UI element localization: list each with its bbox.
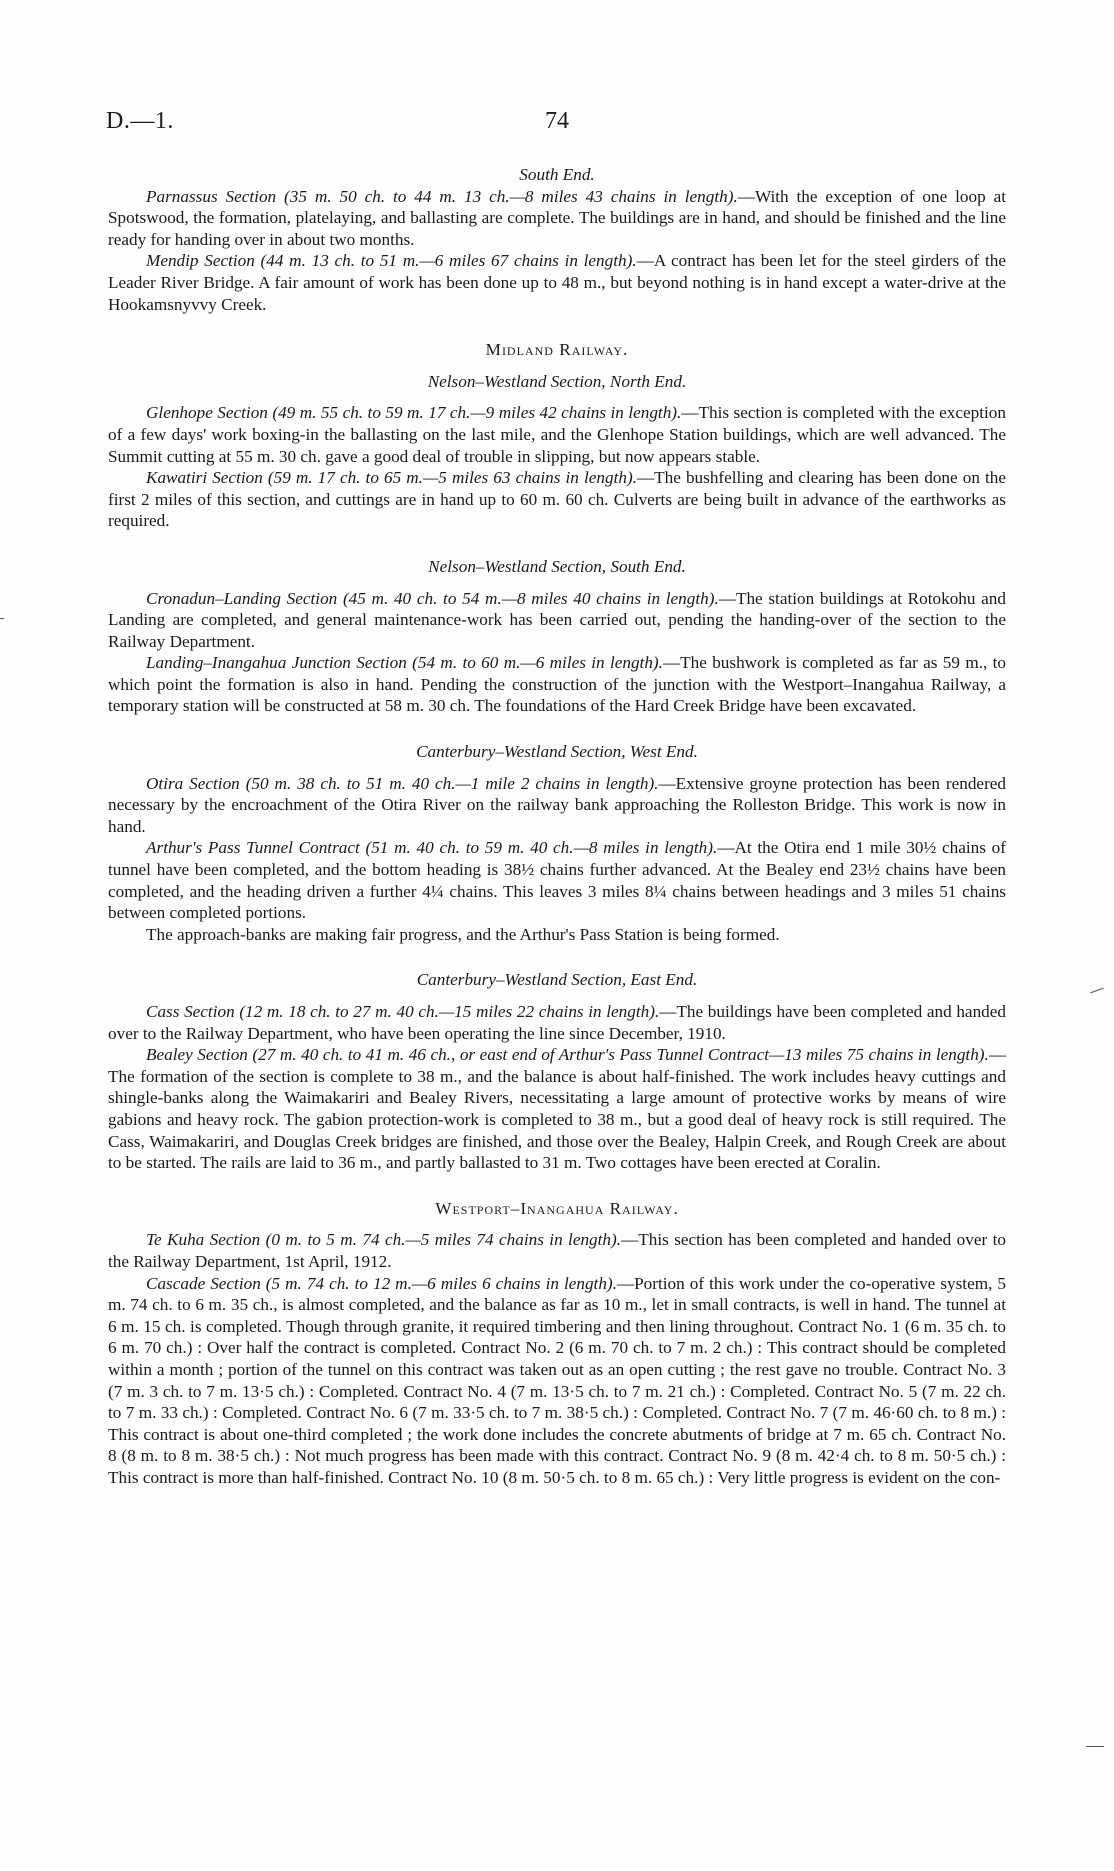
paragraph-text: —The formation of the section is complete to 38 m., and the balance is about half-finished. The work includes heavy cuttings and shingle-banks along the Waimakariri and Bealey Rivers, necessitating a large amount of protective works by means of wire gabions and heavy rock. The gabion protection-work is completed to 38 m., but a good deal of heavy rock is still required. The Cass, Waimakariri, and Douglas Creek bridges are finished, and those over the Bealey, Halpin Creek, and Rough Creek are about to be started. The rails are laid to 36 m., and partly ballasted to 31 m. Two cottages have been erected at Coralin. <box>108 1045 1006 1173</box>
section-title: Parnassus Section (35 m. 50 ch. to 44 m. 13 ch.—8 miles 43 chains in length). <box>146 186 738 206</box>
paragraph <box>108 467 1006 532</box>
sub-heading: South End. <box>519 165 595 184</box>
paragraph-text: —The station buildings at Rotokohu and Landing are completed, and general maintenance-work has been carried out, pending the handing-over of the section to the Railway Department. <box>108 588 1006 651</box>
paragraph <box>108 186 1006 251</box>
section-title: Cronadun–Landing Section (45 m. 40 ch. to 54 m.—8 miles 40 chains in length). <box>146 588 719 608</box>
section-title: Kawatiri Section (59 m. 17 ch. to 65 m.—5 miles 63 chains in length). <box>146 468 637 488</box>
paragraph <box>108 1001 1006 1044</box>
paragraph-text: —A contract has been let for the steel girders of the Leader River Bridge. A fair amount of work has been done up to 48 m., but beyond nothing is in hand except a water-drive at the Hookamsnyvvy Creek. <box>108 251 1006 314</box>
sub-heading: Nelson–Westland Section, South End. <box>428 556 686 576</box>
paragraph <box>108 1044 1006 1174</box>
section-title: Cascade Section (5 m. 74 ch. to 12 m.—6 miles 6 chains in length). <box>146 1273 617 1293</box>
sub-heading: Canterbury–Westland Section, West End. <box>416 742 698 762</box>
paragraph <box>108 250 1006 315</box>
paragraph <box>108 1273 1006 1489</box>
section-title: Arthur's Pass Tunnel Contract (51 m. 40 ch. to 59 m. 40 ch.—8 miles in length). <box>146 838 718 858</box>
paragraph <box>108 837 1006 923</box>
paragraph-text: —At the Otira end 1 mile 30½ chains of tunnel have been completed, and the bottom heading is 38½ chains further advanced. At the Bealey end 23½ chains have been completed, and the heading driven a further 4¼ chains. This leaves 3 miles 8¼ chains between headings and 3 miles 51 chains between completed portions. <box>108 838 1006 923</box>
section-heading: Westport–Inangahua Railway. <box>435 1198 679 1218</box>
paragraph <box>108 1229 1006 1272</box>
paragraph-text: —This section has been completed and handed over to the Railway Department, 1st April, 1912. <box>108 1230 1006 1271</box>
page-number: 74 <box>545 108 569 134</box>
paragraph <box>108 773 1006 838</box>
section-title: Bealey Section (27 m. 40 ch. to 41 m. 46 ch., or east end of Arthur's Pass Tunnel Contract—13 miles 75 chains in length). <box>146 1045 989 1065</box>
page-header <box>106 108 1008 138</box>
section-heading: Midland Railway. <box>485 340 629 360</box>
paragraph-text: —The bushwork is completed as far as 59 m., to which point the formation is also in hand. Pending the construction of the junction with the Westport–Inangahua Railway, a temporary station will be constructed at 58 m. 30 ch. The foundations of the Hard Creek Bridge have been excavated. <box>108 653 1006 716</box>
paragraph-text: —Portion of this work under the co-operative system, 5 m. 74 ch. to 6 m. 35 ch., is almost completed, and the balance as far as 10 m., let in small contracts, is well in hand. The tunnel at 6 m. 15 ch. is completed. Though through granite, it required timbering and then lining throughout. Contract No. 1 (6 m. 35 ch. to 6 m. 70 ch.) : Over half the contract is completed. Contract No. 2 (6 m. 70 ch. to 7 m. 2 ch.) : This contract should be completed within a month ; portion of the tunnel on this contract was taken out as an open cutting ; the rest gave no trouble. Contract No. 3 (7 m. 3 ch. to 7 m. 13·5 ch.) : Completed. Contract No. 4 (7 m. 13·5 ch. to 7 m. 21 ch.) : Completed. Contract No. 5 (7 m. 22 ch. to 7 m. 33 ch.) : Completed. Contract No. 6 (7 m. 33·5 ch. to 7 m. 38·5 ch.) : Completed. Contract No. 7 (7 m. 46·60 ch. to 8 m.) : This contract is about one-third completed ; the work done includes the concrete abutments of bridge at 7 m. 65 ch. Contract No. 8 (8 m. to 8 m. 38·5 ch.) : Not much progress has been made with this contract. Contract No. 9 (8 m. 42·4 ch. to 8 m. 50·5 ch.) : This contract is more than half-finished. Contract No. 10 (8 m. 50·5 ch. to 8 m. 65 ch.) : Very little progress is evident on the con- <box>108 1273 1006 1487</box>
sub-heading: Canterbury–Westland Section, East End. <box>416 970 698 990</box>
paragraph-text: —With the exception of one loop at Spotswood, the formation, platelaying, and ballasting are complete. The buildings are in hand, and should be finished and the line ready for handing over in about two months. <box>108 186 1006 249</box>
section-title: Mendip Section (44 m. 13 ch. to 51 m.—6 miles 67 chains in length). <box>146 251 637 271</box>
section-title: Cass Section (12 m. 18 ch. to 27 m. 40 ch.—15 miles 22 chains in length). <box>146 1002 660 1021</box>
section-title: Landing–Inangahua Junction Section (54 m. to 60 m.—6 miles in length). <box>146 653 663 673</box>
scan-mark <box>1086 1746 1104 1747</box>
sub-heading: Nelson–Westland Section, North End. <box>427 371 687 391</box>
paragraph-text: The approach-banks are making fair progress, and the Arthur's Pass Station is being formed. <box>146 924 780 944</box>
page-body <box>108 164 1006 1488</box>
scan-mark <box>1090 988 1103 994</box>
paragraph-text: —The bushfelling and clearing has been done on the first 2 miles of this section, and cuttings are in hand up to 60 m. 60 ch. Culverts are being built in advance of the earthworks as required. <box>108 468 1006 531</box>
section-title: Glenhope Section (49 m. 55 ch. to 59 m. 17 ch.—9 miles 42 chains in length). <box>146 403 682 423</box>
paragraph <box>108 924 1006 946</box>
paragraph <box>108 402 1006 467</box>
document-reference: D.—1. <box>106 108 174 134</box>
paragraph-text: —Extensive groyne protection has been rendered necessary by the encroachment of the Otira River on the railway bank approaching the Rolleston Bridge. This work is now in hand. <box>108 773 1007 836</box>
paragraph <box>108 588 1006 653</box>
paragraph <box>108 652 1006 717</box>
paragraph-text: —This section is completed with the exception of a few days' work boxing-in the ballasting on the last mile, and the Glenhope Station buildings, which are well advanced. The Summit cutting at 55 m. 30 ch. gave a good deal of trouble in slipping, but now appears stable. <box>108 403 1006 466</box>
paragraph-text: —The buildings have been completed and handed over to the Railway Department, who have been operating the line since December, 1910. <box>108 1002 1006 1043</box>
section-title: Otira Section (50 m. 38 ch. to 51 m. 40 ch.—1 mile 2 chains in length). <box>146 773 659 793</box>
section-title: Te Kuha Section (0 m. to 5 m. 74 ch.—5 miles 74 chains in length). <box>146 1230 622 1250</box>
scan-mark <box>0 618 4 619</box>
